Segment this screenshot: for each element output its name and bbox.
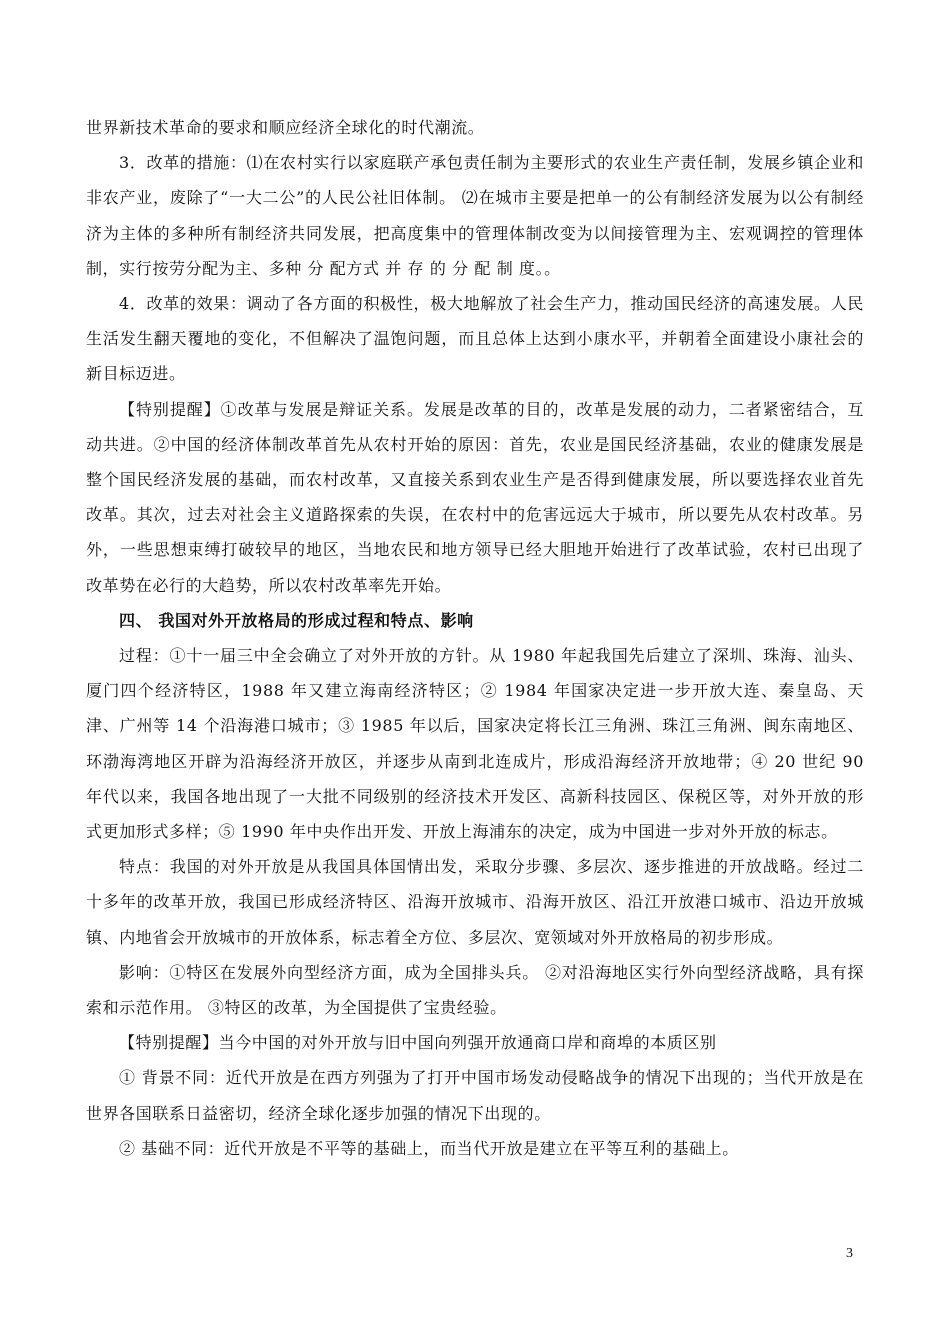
paragraph-opening-impact: 影响：①特区在发展外向型经济方面，成为全国排头兵。 ②对沿海地区实行外向型经济战略，具有探索和示范作用。 ③特区的改革，为全国提供了宝贵经验。 — [86, 962, 864, 1018]
paragraph-reform-effects: 4．改革的效果：调动了各方面的积极性，极大地解放了社会生产力，推动国民经济的高速发展。人民生活发生翻天覆地的变化，不但解决了温饱问题，而且总体上达到小康水平，并朝着全面建设小康社会的新目标迈进。 — [86, 294, 864, 384]
page-number: 3 — [846, 1246, 853, 1261]
paragraph-special-reminder-reform: 【特别提醒】①改革与发展是辩证关系。发展是改革的目的，改革是发展的动力，二者紧密结合，互动共进。②中国的经济体制改革首先从农村开始的原因：首先，农业是国民经济基础，农业的健康发展是整个国民经济发展的基础，而农村改革，又直接关系到农业生产是否得到健康发展，所以要选择农业首先改革。其次，过去对社会主义道路探索的失误，在农村中的危害远远大于城市，所以要先从农村改革。另外，一些思想束缚打破较早的地区，当地农民和地方领导已经大胆地开始进行了改革试验，农村已出现了改革势在必行的大趋势，所以农村改革率先开始。 — [86, 399, 864, 595]
document-body — [86, 110, 864, 1166]
section-heading-opening-up: 四、 我国对外开放格局的形成过程和特点、影响 — [119, 610, 474, 630]
paragraph-opening-process: 过程：①十一届三中全会确立了对外开放的方针。从 1980 年起我国先后建立了深圳、珠海、汕头、厦门四个经济特区，1988 年又建立海南经济特区；② 1984 年国家决定进一步开放大连、秦皇岛、天津、广州等 14 个沿海港口城市；③ 1985 年以后，国家决定将长江三角洲、珠江三角洲、闽东南地区、环渤海湾地区开辟为沿海经济开放区，并逐步从南到北连成片，形成沿海经济开放地带；④ 20 世纪 90 年代以来，我国各地出现了一大批不同级别的经济技术开发区、高新科技园区、保税区等，对外开放的形式更加形式多样；⑤ 1990 年中央作出开发、开放上海浦东的决定，成为中国进一步对外开放的标志。 — [86, 646, 864, 842]
paragraph-continuation: 世界新技术革命的要求和顺应经济全球化的时代潮流。 — [86, 118, 485, 137]
paragraph-opening-features: 特点：我国的对外开放是从我国具体国情出发，采取分步骤、多层次、逐步推进的开放战略。经过二十多年的改革开放，我国已形成经济特区、沿海开放城市、沿海开放区、沿江开放港口城市、沿边开放城镇、内地省会开放城市的开放体系，标志着全方位、多层次、宽领域对外开放格局的初步形成。 — [86, 857, 864, 947]
paragraph-background-difference: ① 背景不同：近代开放是在西方列强为了打开中国市场发动侵略战争的情况下出现的；当代开放是在世界各国联系日益密切，经济全球化逐步加强的情况下出现的。 — [86, 1068, 864, 1123]
paragraph-basis-difference: ② 基础不同：近代开放是不平等的基础上，而当代开放是建立在平等互利的基础上。 — [119, 1138, 739, 1158]
paragraph-special-reminder-opening: 【特别提醒】当今中国的对外开放与旧中国向列强开放通商口岸和商埠的本质区别 — [119, 1033, 717, 1053]
paragraph-reform-measures: 3．改革的措施：⑴在农村实行以家庭联产承包责任制为主要形式的农业生产责任制，发展乡镇企业和非农产业，废除了“一大二公”的人民公社旧体制。 ⑵在城市主要是把单一的公有制经济发展为以公有制经济为主体的多种所有制经济共同发展，把高度集中的管理体制改变为以间接管理为主、宏观调控的管理体制，实行按劳分配为主、多种 分 配方式 并 存 的 分 配 制 度。。 — [86, 153, 864, 278]
